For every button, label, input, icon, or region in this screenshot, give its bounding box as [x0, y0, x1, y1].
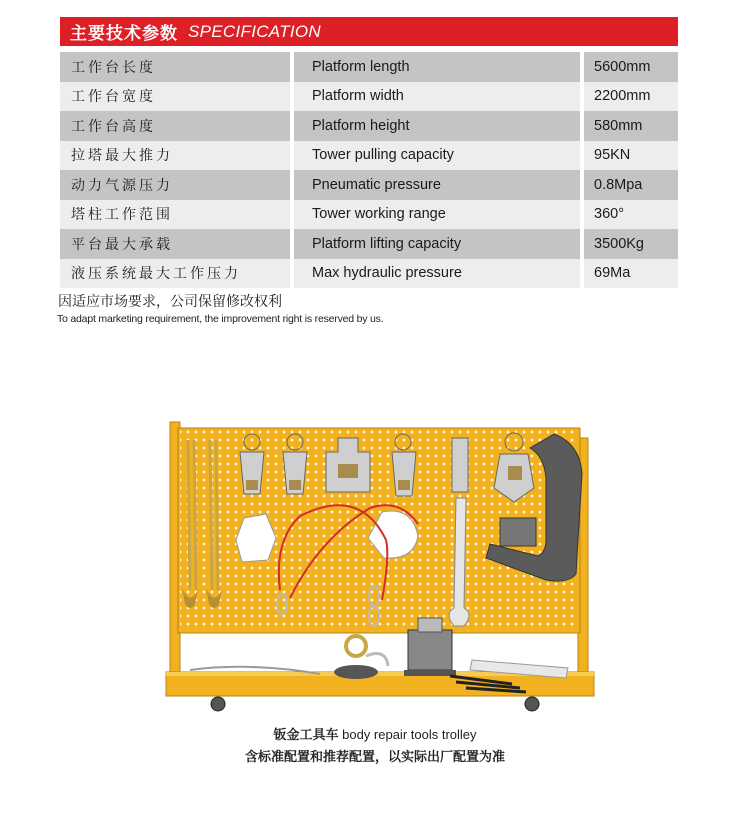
note-cn: 因适应市场要求，公司保留修改权利: [58, 294, 282, 310]
spec-label-cn: 工作台宽度: [60, 82, 290, 112]
header-title-en: SPECIFICATION: [188, 21, 321, 41]
spec-label-cn: 塔柱工作范围: [60, 200, 290, 230]
spec-label-cn: 平台最大承载: [60, 229, 290, 259]
caption-name-en: body repair tools trolley: [342, 727, 477, 742]
table-row: [60, 259, 678, 289]
note-en: To adapt marketing requirement, the improvement right is reserved by us.: [57, 313, 384, 325]
spec-label-cn: 工作台长度: [60, 52, 290, 82]
spec-label-en: Tower working range: [294, 200, 580, 230]
product-caption: [0, 724, 750, 743]
spec-label-en: Tower pulling capacity: [294, 141, 580, 171]
spec-value: 3500Kg: [584, 229, 678, 259]
spec-label-cn: 液压系统最大工作压力: [60, 259, 290, 289]
table-row: [60, 52, 678, 82]
spec-value: 580mm: [584, 111, 678, 141]
header-title-cn: 主要技术参数: [70, 24, 178, 44]
spec-label-en: Max hydraulic pressure: [294, 259, 580, 289]
table-row: [60, 141, 678, 171]
table-row: [60, 111, 678, 141]
caption-config-note: 含标准配置和推荐配置，以实际出厂配置为准: [244, 750, 505, 765]
spec-label-en: Platform height: [294, 111, 580, 141]
table-row: [60, 200, 678, 230]
spec-label-en: Platform width: [294, 82, 580, 112]
caption-name-cn: 钣金工具车: [273, 728, 339, 743]
spec-value: 2200mm: [584, 82, 678, 112]
spec-value: 69Ma: [584, 259, 678, 289]
spec-value: 0.8Mpa: [584, 170, 678, 200]
spec-header: [60, 17, 678, 46]
spec-label-en: Pneumatic pressure: [294, 170, 580, 200]
spec-label-cn: 动力气源压力: [60, 170, 290, 200]
spec-value: 5600mm: [584, 52, 678, 82]
spec-value: 360°: [584, 200, 678, 230]
table-row: [60, 82, 678, 112]
spec-label-en: Platform length: [294, 52, 580, 82]
spec-value: 95KN: [584, 141, 678, 171]
spec-label-cn: 拉塔最大推力: [60, 141, 290, 171]
table-row: [60, 229, 678, 259]
spec-table: [60, 52, 678, 288]
tools-trolley-image: [160, 420, 600, 715]
spec-label-en: Platform lifting capacity: [294, 229, 580, 259]
table-row: [60, 170, 678, 200]
spec-label-cn: 工作台高度: [60, 111, 290, 141]
